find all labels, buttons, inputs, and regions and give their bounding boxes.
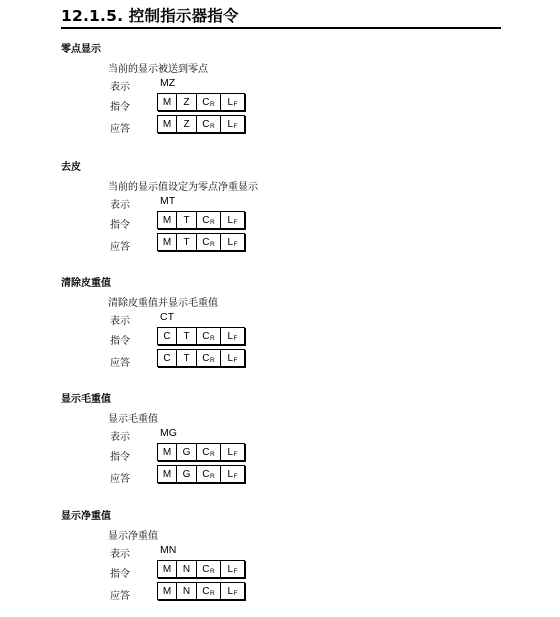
command-section (0, 158, 560, 268)
lf-cell: L F (227, 563, 238, 575)
char-cell-1: M (158, 583, 177, 599)
lf-cell: L F (227, 585, 238, 597)
command-byte-sequence (157, 211, 245, 229)
char-cell-2: T (177, 328, 197, 344)
cr-cell: C R (197, 350, 221, 366)
lf-cell: L F (227, 96, 238, 108)
command-label: 指令 (110, 220, 130, 231)
section-description: 显示净重值 (108, 531, 158, 542)
section-heading: 清除皮重值 (61, 278, 111, 289)
lf-cell: L F (227, 446, 238, 458)
cr-cell: C R (197, 234, 221, 250)
response-label: 应答 (110, 591, 130, 602)
command-label: 指令 (110, 452, 130, 463)
lf-cell: L F (227, 352, 238, 364)
section-description: 当前的显示被送到零点 (108, 64, 208, 75)
command-label: 指令 (110, 336, 130, 347)
char-cell-1: M (158, 212, 177, 228)
cr-cell: C R (197, 583, 221, 599)
section-description: 清除皮重值并显示毛重值 (108, 298, 218, 309)
command-section (0, 274, 560, 384)
lf-cell: L F (227, 118, 238, 130)
char-cell-2: T (177, 212, 197, 228)
char-cell-1: M (158, 94, 177, 110)
display-code: MT (160, 195, 176, 207)
lf-cell: L F (227, 214, 238, 226)
response-byte-sequence (157, 233, 245, 251)
char-cell-2: T (177, 350, 197, 366)
cr-cell: C R (197, 466, 221, 482)
command-section (0, 390, 560, 500)
char-cell-2: G (177, 444, 197, 460)
cr-cell: C R (197, 561, 221, 577)
display-code: MN (160, 544, 177, 556)
display-label: 表示 (110, 549, 130, 560)
char-cell-2: Z (177, 116, 197, 132)
command-byte-sequence (157, 443, 245, 461)
title-underline (61, 27, 501, 29)
response-byte-sequence (157, 349, 245, 367)
command-byte-sequence (157, 327, 245, 345)
section-heading: 零点显示 (61, 44, 101, 55)
command-section (0, 507, 560, 617)
section-description: 当前的显示值设定为零点净重显示 (108, 182, 258, 193)
char-cell-1: M (158, 116, 177, 132)
char-cell-2: N (177, 583, 197, 599)
display-code: CT (160, 311, 174, 323)
page-title: 12.1.5. 控制指示器指令 (61, 7, 239, 25)
response-label: 应答 (110, 358, 130, 369)
response-byte-sequence (157, 582, 245, 600)
section-heading: 显示净重值 (61, 511, 111, 522)
response-label: 应答 (110, 124, 130, 135)
command-byte-sequence (157, 93, 245, 111)
cr-cell: C R (197, 116, 221, 132)
lf-cell: L F (227, 236, 238, 248)
command-label: 指令 (110, 569, 130, 580)
cr-cell: C R (197, 444, 221, 460)
command-section (0, 40, 560, 150)
display-code: MG (160, 427, 177, 439)
char-cell-1: M (158, 444, 177, 460)
display-label: 表示 (110, 200, 130, 211)
lf-cell: L F (227, 468, 238, 480)
command-byte-sequence (157, 560, 245, 578)
char-cell-2: N (177, 561, 197, 577)
command-label: 指令 (110, 102, 130, 113)
char-cell-1: M (158, 234, 177, 250)
display-code: MZ (160, 77, 176, 89)
section-heading: 显示毛重值 (61, 394, 111, 405)
section-description: 显示毛重值 (108, 414, 158, 425)
lf-cell: L F (227, 330, 238, 342)
char-cell-2: T (177, 234, 197, 250)
response-label: 应答 (110, 242, 130, 253)
char-cell-1: M (158, 466, 177, 482)
response-label: 应答 (110, 474, 130, 485)
display-label: 表示 (110, 82, 130, 93)
display-label: 表示 (110, 316, 130, 327)
char-cell-2: G (177, 466, 197, 482)
response-byte-sequence (157, 465, 245, 483)
char-cell-1: M (158, 561, 177, 577)
cr-cell: C R (197, 94, 221, 110)
char-cell-1: C (158, 328, 177, 344)
char-cell-1: C (158, 350, 177, 366)
response-byte-sequence (157, 115, 245, 133)
display-label: 表示 (110, 432, 130, 443)
cr-cell: C R (197, 212, 221, 228)
cr-cell: C R (197, 328, 221, 344)
section-heading: 去皮 (61, 162, 81, 173)
char-cell-2: Z (177, 94, 197, 110)
